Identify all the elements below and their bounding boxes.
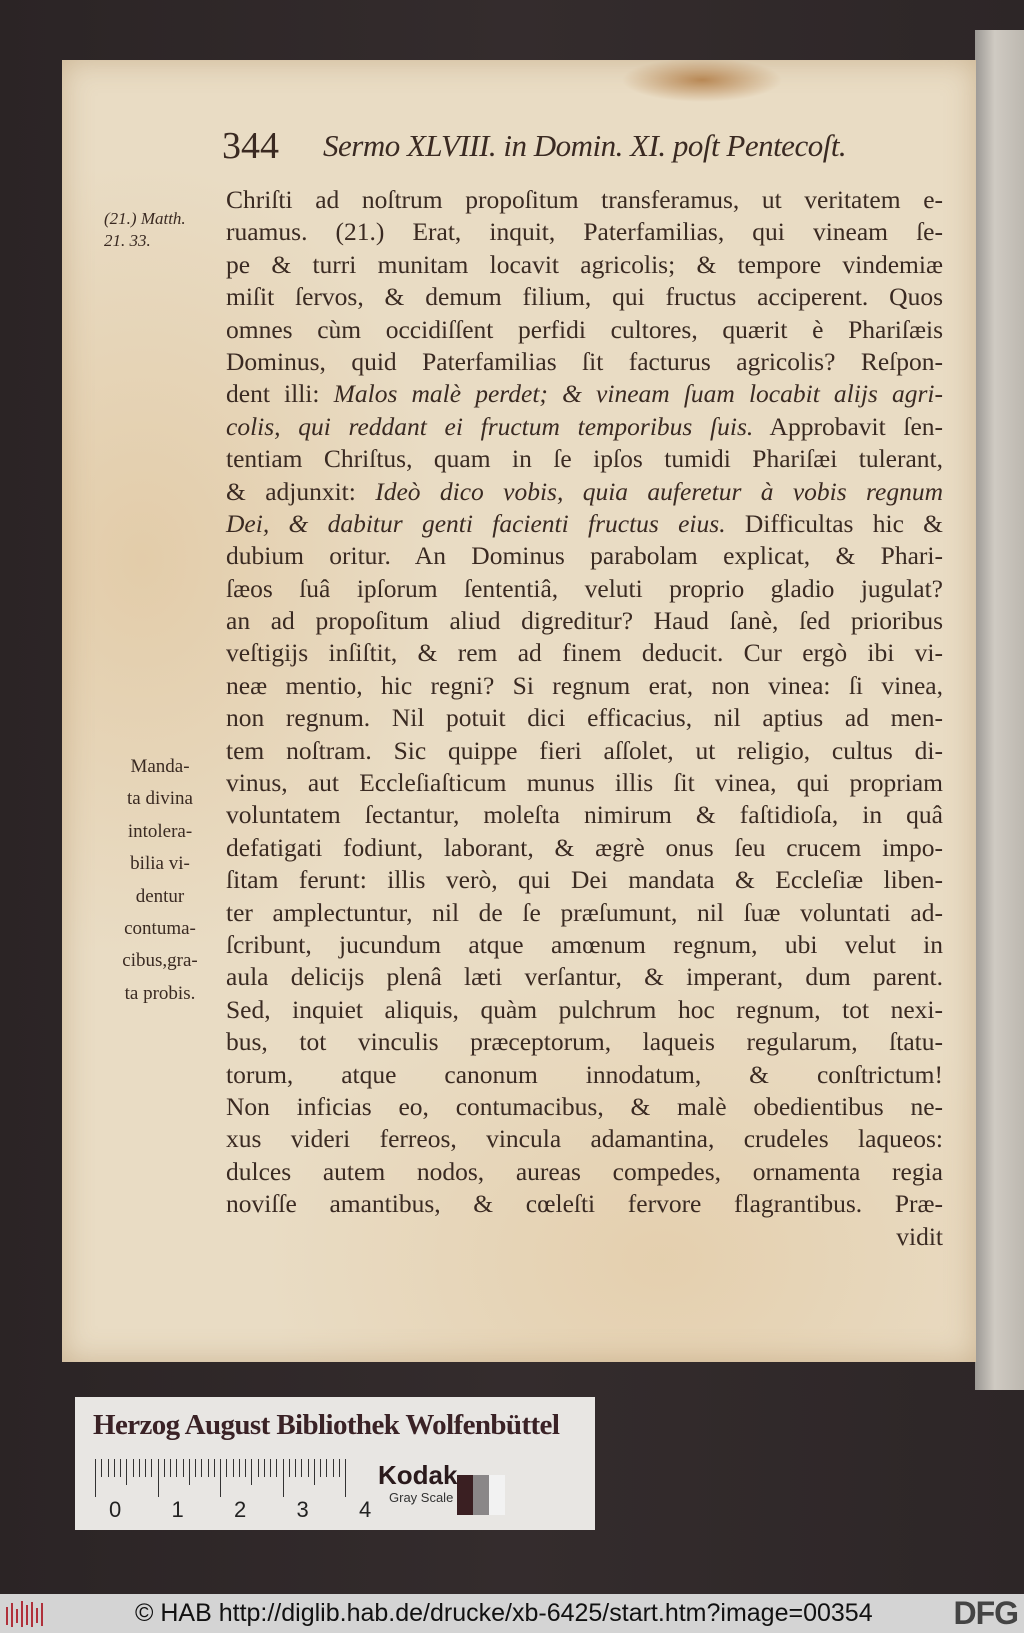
side-note-line: contuma- (124, 918, 196, 940)
page-number: 344 (222, 125, 279, 167)
text-line (226, 443, 943, 475)
margin-reference-line: 21. 33. (104, 231, 151, 250)
text-line (226, 637, 943, 669)
text-line (226, 508, 943, 540)
text-segment: miſit ſervos, & demum filium, qui fructus acciperent. Quos (226, 282, 943, 312)
italic-quote: Ideò dico vobis, quia auferetur à vobis regnum (375, 476, 943, 506)
text-segment: vinus, aut Eccleſiaſticum munus illis ſit vinea, qui propriam (226, 768, 943, 798)
ruler-tick (264, 1459, 265, 1477)
ruler-tick (158, 1459, 159, 1497)
text-line (226, 1026, 943, 1058)
text-line (226, 540, 943, 572)
margin-reference-line: (21.) Matth. (104, 209, 186, 228)
text-line (226, 281, 943, 313)
gray-swatch (473, 1475, 489, 1515)
ruler-tick (258, 1459, 259, 1477)
ruler-tick (183, 1459, 184, 1477)
ruler-tick (108, 1459, 109, 1477)
text-line (226, 929, 943, 961)
footer-bar (0, 1594, 1024, 1633)
text-line (226, 1059, 943, 1091)
text-segment: & adjunxit: (226, 476, 376, 506)
text-line (226, 346, 943, 378)
text-segment: omnes cùm occidiſſent perfidi cultores, quærit è Phariſæis (226, 314, 943, 344)
text-segment: veſtigijs inſiſtit, & rem ad finem deducit. Cur ergò ibi vi- (226, 638, 943, 668)
text-segment: Approbavit ſen- (753, 411, 943, 441)
text-line (226, 476, 943, 508)
ruler-tick (308, 1459, 309, 1477)
text-segment: Dominus, quid Paterfamilias ſit facturus agricolis? Reſpon- (226, 346, 943, 376)
ruler-tick (301, 1459, 302, 1477)
text-line (226, 411, 943, 443)
ruler-number: 4 (359, 1497, 372, 1522)
ruler-tick (120, 1459, 121, 1477)
text-segment: non regnum. Nil potuit dici efficacius, nil aptius ad men- (226, 703, 943, 733)
side-note-line: bilia vi- (130, 853, 190, 875)
text-segment: torum, atque canonum innodatum, & conſtrictum! (226, 1059, 943, 1089)
gray-swatch (457, 1475, 473, 1515)
text-line (226, 1091, 943, 1123)
text-segment: ſcribunt, jucundum atque amœnum regnum, ubi velut in (226, 929, 943, 959)
ruler-tick (145, 1459, 146, 1477)
ruler-tick (345, 1459, 346, 1497)
text-line (226, 249, 943, 281)
ruler-number: 0 (109, 1497, 122, 1522)
text-segment: xus videri ferreos, vincula adamantina, crudeles laqueos: (226, 1124, 943, 1154)
text-segment: ter amplectuntur, nil de ſe præſumunt, nil ſuæ voluntati ad- (226, 897, 943, 927)
text-segment: ſitam ferunt: illis verò, qui Dei mandata & Eccleſiæ liben- (226, 865, 943, 895)
gray-swatch (489, 1475, 505, 1515)
text-line (226, 897, 943, 929)
next-page-edge (975, 30, 1024, 1390)
side-note-line: ta probis. (124, 982, 196, 1004)
text-segment: Difficultas hic & (725, 508, 944, 538)
side-note-line: intolera- (127, 820, 193, 842)
text-segment: dubium oritur. An Dominus parabolam explicat, & Phari- (226, 541, 943, 571)
library-name: Herzog August Bibliothek Wolfenbüttel (93, 1409, 560, 1441)
ruler-tick (226, 1459, 227, 1477)
text-segment: dulces autem nodos, aureas compedes, ornamenta regia (226, 1156, 943, 1186)
ruler-tick (95, 1459, 96, 1497)
text-line (226, 314, 943, 346)
side-note-line: dentur (135, 885, 185, 907)
text-line (226, 1221, 943, 1253)
text-segment: tentiam Chriſtus, quam in ſe ipſos tumidi Phariſæi tulerant, (226, 444, 943, 474)
ruler-tick (326, 1459, 327, 1477)
library-color-card (75, 1397, 595, 1530)
text-line (226, 184, 943, 216)
margin-side-note (106, 751, 214, 1010)
text-segment: defatigati fodiunt, laborant, & ægrè onus ſeu crucem impo- (226, 832, 943, 862)
side-note-line: cibus,gra- (122, 950, 198, 972)
text-segment: voluntatem ſectantur, moleſta nimirum & faſtidioſa, in quâ (226, 800, 943, 830)
ruler-tick (151, 1459, 152, 1477)
text-segment: vidit (896, 1221, 943, 1251)
ruler-tick (270, 1459, 271, 1477)
kodak-logo: Kodak (378, 1460, 458, 1490)
text-line (226, 702, 943, 734)
text-segment: pe & turri munitam locavit agricolis; & tempore vindemiæ (226, 249, 943, 279)
text-line (226, 1123, 943, 1155)
ruler-tick (233, 1459, 234, 1477)
ruler-tick (189, 1459, 190, 1485)
ruler-tick (201, 1459, 202, 1477)
text-line (226, 961, 943, 993)
text-segment: Non inficias eo, contumacibus, & malè obedientibus ne- (226, 1091, 943, 1121)
ruler-tick (320, 1459, 321, 1477)
text-line (226, 216, 943, 248)
ruler-tick (239, 1459, 240, 1477)
text-line (226, 670, 943, 702)
ruler-tick (164, 1459, 165, 1477)
text-line (226, 994, 943, 1026)
running-title: Sermo XLVIII. in Domin. XI. poſt Pentecoſt. (323, 128, 847, 163)
ruler-tick (245, 1459, 246, 1477)
text-segment: ruamus. (21.) Erat, inquit, Paterfamilias, qui vineam ſe- (226, 217, 943, 247)
ruler (95, 1459, 372, 1522)
gray-scale-label: Gray Scale (389, 1490, 454, 1505)
text-line (226, 1188, 943, 1220)
body-text (226, 184, 943, 1253)
side-note-line: Manda- (130, 756, 190, 777)
text-segment: ſæos ſuâ ipſorum ſententiâ, veluti proprio gladio jugulat? (226, 573, 943, 603)
text-line (226, 378, 943, 410)
ruler-tick (195, 1459, 196, 1477)
ruler-number: 2 (234, 1497, 247, 1522)
ruler-tick (114, 1459, 115, 1477)
italic-quote: Dei, & dabitur genti facienti fructus eius. (226, 508, 726, 538)
text-segment: aula delicijs plenâ læti verſantur, & imperant, dum parent. (226, 962, 943, 992)
text-line (226, 1156, 943, 1188)
ruler-tick (276, 1459, 277, 1477)
ruler-tick (101, 1459, 102, 1477)
text-segment: noviſſe amantibus, & cœleſti fervore flagrantibus. Præ- (226, 1189, 943, 1219)
ruler-tick (251, 1459, 252, 1485)
copyright-url[interactable]: © HAB http://diglib.hab.de/drucke/xb-6425/start.htm?image=00354 (135, 1599, 873, 1627)
text-segment: bus, tot vinculis præceptorum, laqueis regularum, ſtatu- (226, 1027, 943, 1057)
italic-quote: Malos malè perdet; & vineam ſuam locabit alijs agri- (333, 379, 944, 409)
text-line (226, 832, 943, 864)
ruler-tick (133, 1459, 134, 1477)
ruler-tick (339, 1459, 340, 1477)
text-segment: neæ mentio, hic regni? Si regnum erat, non vinea: ſi vinea, (226, 670, 943, 700)
ruler-tick (214, 1459, 215, 1477)
text-segment: Chriſti ad noſtrum propoſitum transferamus, ut veritatem e- (226, 185, 943, 214)
ruler-tick (314, 1459, 315, 1485)
side-note-line: ta divina (127, 788, 193, 810)
text-line (226, 735, 943, 767)
ruler-tick (139, 1459, 140, 1477)
ruler-tick (170, 1459, 171, 1477)
text-segment: an ad propoſitum aliud digreditur? Haud ſanè, ſed prioribus (226, 606, 943, 636)
ruler-number: 1 (171, 1497, 184, 1522)
ruler-tick (283, 1459, 284, 1497)
ruler-tick (220, 1459, 221, 1497)
text-line (226, 799, 943, 831)
ruler-tick (333, 1459, 334, 1477)
text-line (226, 767, 943, 799)
text-segment: Sed, inquiet aliquis, quàm pulchrum hoc regnum, tot nexi- (226, 994, 943, 1024)
page-header (62, 124, 976, 174)
italic-quote: colis, qui reddant ei fructum temporibus ſuis. (226, 411, 754, 441)
dfg-logo: DFG (953, 1595, 1018, 1631)
text-line (226, 573, 943, 605)
ruler-tick (289, 1459, 290, 1477)
text-line (226, 605, 943, 637)
book-page (62, 60, 976, 1362)
ruler-tick (208, 1459, 209, 1477)
hab-logo-icon (4, 1599, 48, 1629)
margin-reference (104, 208, 186, 252)
ruler-tick (176, 1459, 177, 1477)
ruler-tick (126, 1459, 127, 1485)
text-line (226, 864, 943, 896)
ruler-tick (295, 1459, 296, 1477)
text-segment: tem noſtram. Sic quippe fieri aſſolet, ut religio, cultus di- (226, 735, 943, 765)
ruler-number: 3 (296, 1497, 309, 1522)
text-segment: dent illi: (226, 379, 334, 409)
